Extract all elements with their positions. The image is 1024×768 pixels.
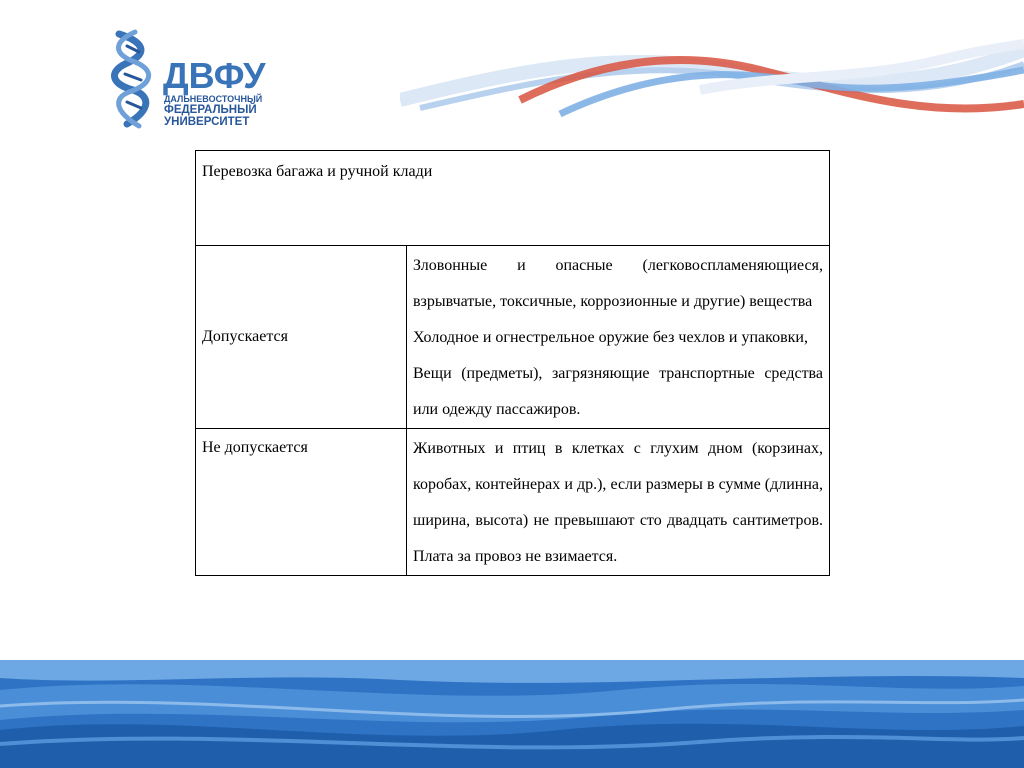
table-row-allowed — [196, 246, 830, 429]
description-item: Животных и птиц в клетках с глухим дном (корзинах, коробах, контейнерах и др.), если размеры в сумме (длинна, ширина, высота) не превышают сто двадцать сантиметров. Плата за провоз не взимается. — [413, 440, 823, 565]
logo-line-1: ДАЛЬНЕВОСТОЧНЫЙ — [164, 94, 263, 104]
logo-abbreviation: ДВФУ — [163, 55, 266, 96]
decorative-waves-bottom — [0, 660, 1024, 768]
table-row-not-allowed — [196, 429, 830, 576]
row-description-allowed — [407, 246, 830, 429]
description-item: Вещи (предметы), загрязняющие транспортные средства или одежду пассажиров. — [413, 365, 823, 418]
logo-line-3: УНИВЕРСИТЕТ — [164, 116, 250, 128]
description-item: Холодное и огнестрельное оружие без чехлов и упаковки, — [413, 329, 808, 346]
table-title: Перевозка багажа и ручной клади — [196, 151, 830, 246]
decorative-waves-top — [400, 30, 1024, 140]
row-description-not-allowed — [407, 429, 830, 576]
logo-line-2: ФЕДЕРАЛЬНЫЙ — [164, 104, 257, 116]
dna-helix-icon — [105, 28, 165, 132]
row-label-allowed: Допускается — [196, 246, 407, 429]
description-item: Зловонные и опасные (легковоспламеняющиеся, взрывчатые, токсичные, коррозионные и другие) вещества — [413, 257, 823, 310]
row-label-not-allowed: Не допускается — [196, 429, 407, 576]
university-logo — [105, 28, 275, 132]
baggage-rules-table — [195, 150, 830, 576]
table-title-row — [196, 151, 830, 246]
